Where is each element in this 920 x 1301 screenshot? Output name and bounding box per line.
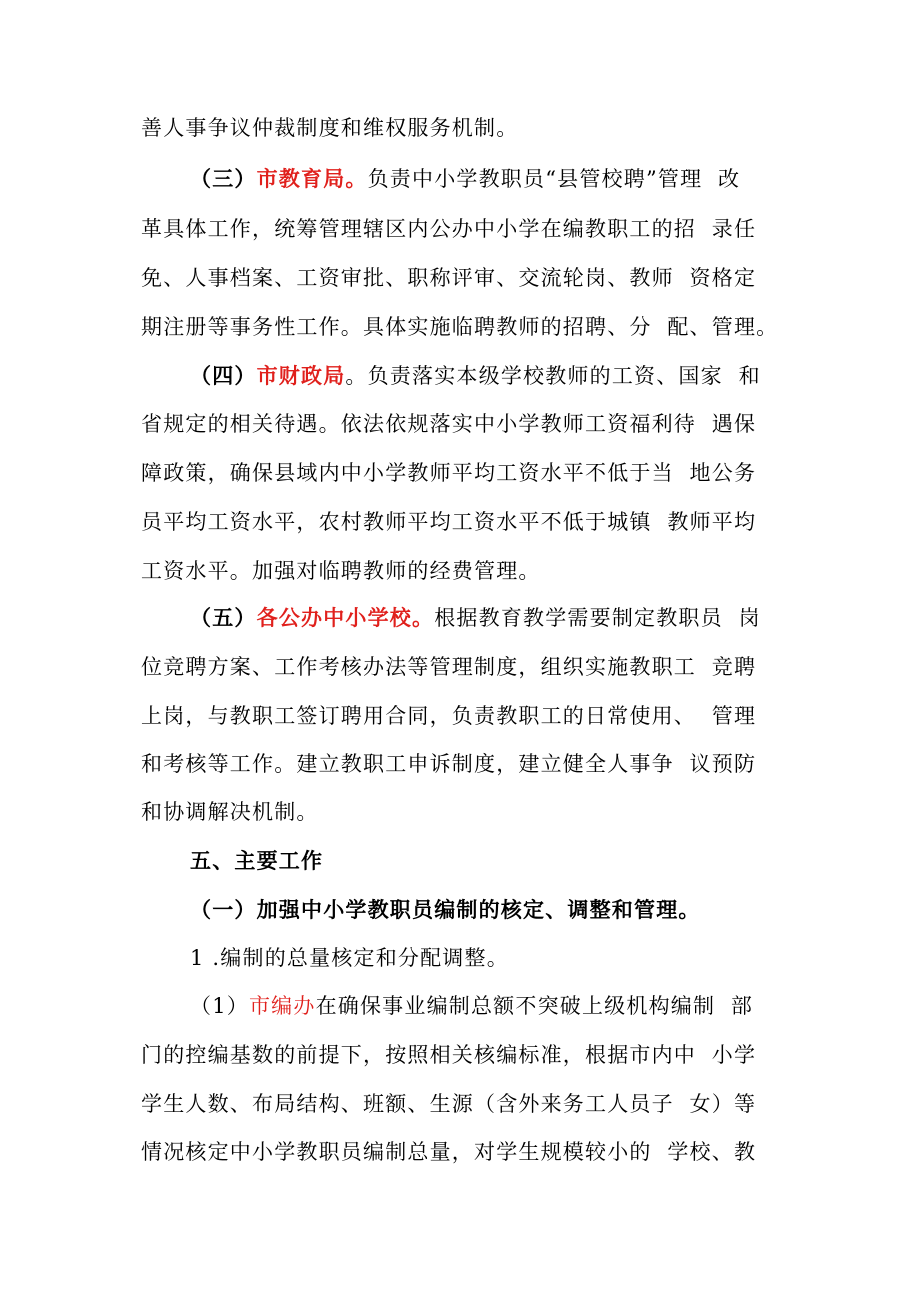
text-line: 省规定的相关待遇。依法依规落实中小学教师工资福利待 遇保 bbox=[141, 412, 757, 436]
text-line: 免、人事档案、工资审批、职称评审、交流轮岗、教师 资格定 bbox=[141, 266, 757, 290]
paragraph-5-org: 各公办中小学校。 bbox=[256, 605, 435, 630]
paragraph-5-prefix: （五） bbox=[190, 605, 257, 630]
text-line: 员平均工资水平，农村教师平均工资水平不低于城镇 教师平均 bbox=[141, 510, 757, 534]
text-line: 障政策，确保县域内中小学教师平均工资水平不低于当 地公务 bbox=[141, 461, 757, 485]
text-line: 和协调解决机制。 bbox=[141, 800, 319, 824]
text-line: 革具体工作，统筹管理辖区内公办中小学在编教职工的招 录任 bbox=[141, 217, 757, 241]
paragraph-6-org: 市编办 bbox=[248, 994, 316, 1018]
text-line: 期注册等事务性工作。具体实施临聘教师的招聘、分 配、管理。 bbox=[141, 315, 779, 339]
paragraph-4-org: 市财政局 bbox=[256, 363, 346, 388]
section-heading: 五、主要工作 bbox=[190, 848, 324, 873]
text-line: 和考核等工作。建立教职工申诉制度，建立健全人事争 议预防 bbox=[141, 752, 757, 776]
paragraph-3-first-line bbox=[190, 164, 740, 194]
text-line: 情况核定中小学教职员编制总量，对学生规模较小的 学校、教 bbox=[141, 1140, 757, 1164]
subsection-heading: （一）加强中小学教职员编制的核定、调整和管理。 bbox=[190, 897, 701, 922]
paragraph-3-rest: 负责中小学教职员“县管校聘”管理 改 bbox=[367, 167, 741, 191]
paragraph-6-prefix: （1） bbox=[190, 994, 249, 1018]
paragraph-5-rest: 根据教育教学需要制定教职员 岗 bbox=[434, 606, 761, 630]
text-line: 学生人数、布局结构、班额、生源（含外来务工人员子 女）等 bbox=[141, 1092, 757, 1116]
paragraph-4-rest: 。负责落实本级学校教师的工资、国家 和 bbox=[345, 364, 761, 388]
paragraph-3-prefix: （三） bbox=[190, 166, 257, 191]
paragraph-4-prefix: （四） bbox=[190, 363, 257, 388]
paragraph-3-org: 市教育局。 bbox=[256, 166, 368, 191]
paragraph-6-rest: 在确保事业编制总额不突破上级机构编制 部 bbox=[315, 994, 754, 1018]
text-line: 善人事争议仲裁制度和维权服务机制。 bbox=[141, 116, 519, 140]
text-line: 上岗，与教职工签订聘用合同，负责教职工的日常使用、 管理 bbox=[141, 704, 757, 728]
paragraph-4-first-line bbox=[190, 361, 761, 391]
paragraph-6-first-line bbox=[190, 991, 753, 1021]
text-line: 工资水平。加强对临聘教师的经费管理。 bbox=[141, 559, 541, 583]
text-line: 位竞聘方案、工作考核办法等管理制度，组织实施教职工 竞聘 bbox=[141, 655, 757, 679]
text-line: 门的控编基数的前提下，按照相关核编标准，根据市内中 小学 bbox=[141, 1043, 757, 1067]
paragraph-5-first-line bbox=[190, 603, 761, 633]
item-heading: 1 .编制的总量核定和分配调整。 bbox=[190, 946, 509, 970]
